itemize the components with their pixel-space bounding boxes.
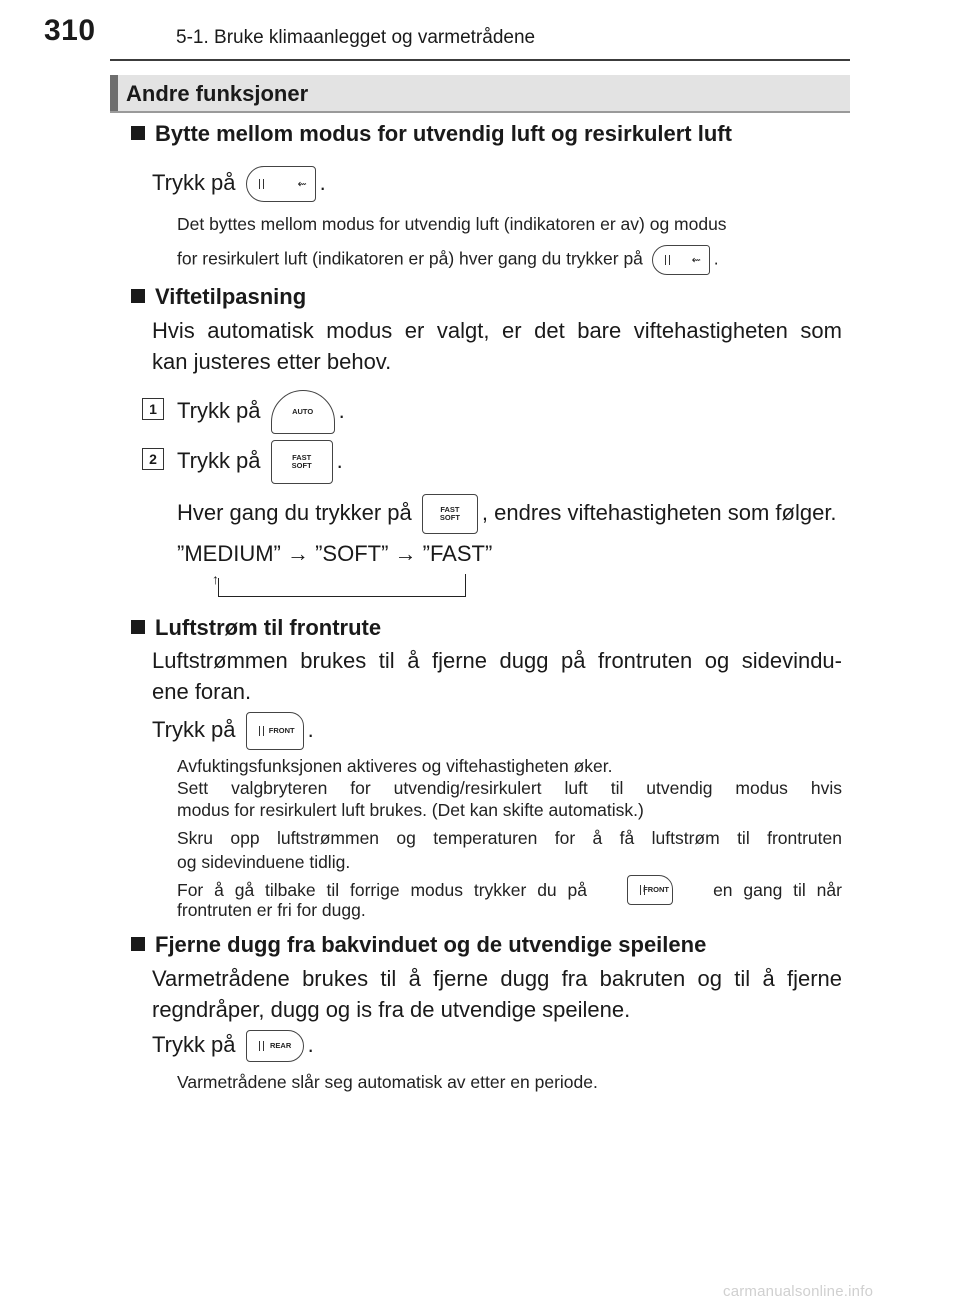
topic-title: Fjerne dugg fra bakvinduet og de utvendige speilene [155, 932, 707, 957]
topic-air-recirculation [131, 121, 732, 147]
s3-note1: Avfuktingsfunksjonen aktiveres og viftehastigheten øker. [177, 756, 613, 776]
press-prefix: Trykk på [152, 1031, 236, 1057]
press-prefix: Trykk på [177, 447, 261, 473]
step-number-2: 2 [142, 448, 164, 470]
press-suffix: . [336, 447, 343, 473]
s1-note-line2 [177, 245, 719, 275]
chapter-heading: 5-1. Bruke klimaanlegget og varmetrådene [176, 27, 536, 48]
s1-press-line [152, 166, 326, 202]
note-prefix: for resirkulert luft (indikatoren er på) hver gang du trykker på [177, 248, 643, 269]
bullet-square-icon [131, 126, 145, 140]
press-suffix: . [319, 169, 326, 195]
fast-soft-label [423, 506, 477, 522]
air-recirculation-button-icon [652, 245, 710, 275]
each-prefix: Hver gang du trykker på [177, 499, 412, 525]
topic-fan-adjustment [131, 284, 306, 310]
s3-body-line1: Luftstrømmen brukes til å fjerne dugg på frontruten og sidevindu- [152, 648, 842, 673]
soft-label: SOFT [291, 461, 312, 470]
rear-label: REAR [270, 1041, 292, 1050]
fast-soft-button-icon [422, 494, 478, 534]
s3-body-line2: ene foran. [152, 679, 252, 704]
topic-title: Bytte mellom modus for utvendig luft og resirkulert luft [155, 121, 732, 146]
s1-note-line1: Det byttes mellom modus for utvendig luft (indikatoren er av) og modus [177, 214, 727, 234]
topic-windshield-airflow [131, 615, 381, 641]
air-recirculation-button-icon [246, 166, 316, 202]
s4-note: Varmetrådene slår seg automatisk av etter en periode. [177, 1072, 598, 1092]
s2-step2-line [177, 440, 343, 484]
step-number-1: 1 [142, 398, 164, 420]
s2-step1-line [177, 390, 345, 434]
topic-title: Luftstrøm til frontrute [155, 615, 382, 640]
press-suffix: . [307, 1031, 314, 1057]
s2-body-line1: Hvis automatisk modus er valgt, er det bare viftehastigheten som [152, 318, 842, 343]
front-label: FRONT [643, 885, 669, 894]
front-defroster-button-icon [246, 712, 304, 750]
press-prefix: Trykk på [152, 169, 236, 195]
s3-note2-line2: modus for resirkulert luft brukes. (Det kan skifte automatisk.) [177, 800, 644, 820]
header-divider [110, 59, 850, 61]
auto-button-icon [271, 390, 335, 434]
bullet-square-icon [131, 937, 145, 951]
rear-defogger-button-icon [246, 1030, 304, 1062]
s2-each-line [177, 494, 837, 534]
fast-label: FAST [292, 453, 312, 462]
bullet-square-icon [131, 620, 145, 634]
fan-speed-cycle: ”MEDIUM” → ”SOFT” → ”FAST” [177, 541, 493, 566]
fast-label: FAST [440, 505, 460, 514]
watermark: carmanualsonline.info [723, 1283, 874, 1300]
topic-title: Viftetilpasning [155, 284, 307, 309]
soft-label: SOFT [439, 513, 460, 522]
press-prefix: Trykk på [177, 397, 261, 423]
auto-label: AUTO [292, 407, 314, 416]
front-defroster-button-icon [627, 875, 673, 905]
indicator-light-icon [665, 255, 670, 265]
page-number: 310 [44, 14, 96, 47]
cycle-arrow-up-icon: ↑ [212, 571, 219, 587]
s3-note4-line2: frontruten er fri for dugg. [177, 900, 366, 920]
cycle-loop-line [218, 578, 219, 596]
s3-note3-line1: Skru opp luftstrømmen og temperaturen for å få luftstrøm til frontruten [177, 828, 842, 848]
fast-soft-button-icon [271, 440, 333, 484]
s4-press-line [152, 1030, 314, 1062]
section-bar-accent [110, 75, 118, 111]
fast-soft-label [272, 454, 332, 470]
cycle-loop-line [465, 574, 466, 597]
each-suffix: , endres viftehastigheten som følger. [481, 499, 837, 525]
s4-body-line2: regndråper, dugg og is fra de utvendige speilene. [152, 997, 631, 1022]
section-title-bar [110, 75, 850, 113]
s3-note3-line2: og sidevinduene tidlig. [177, 852, 351, 872]
s3-note2-line1: Sett valgbryteren for utvendig/resirkulert luft til utvendig modus hvis [177, 778, 842, 798]
front-label: FRONT [268, 726, 295, 735]
press-suffix: . [338, 397, 345, 423]
press-suffix: . [307, 716, 314, 742]
press-prefix: Trykk på [152, 716, 236, 742]
recirculation-arrow-icon: ⇜ [297, 178, 307, 191]
section-title: Andre funksjoner [126, 81, 309, 106]
note-prefix: For å gå tilbake til forrige modus trykker du på [177, 879, 587, 900]
bullet-square-icon [131, 289, 145, 303]
s4-body-line1: Varmetrådene brukes til å fjerne dugg fra bakruten og til å fjerne [152, 966, 842, 991]
topic-rear-defogger [131, 932, 706, 958]
indicator-light-icon [259, 179, 264, 189]
cycle-loop-line [218, 596, 466, 597]
s2-body-line2: kan justeres etter behov. [152, 349, 392, 374]
note-suffix: . [713, 248, 719, 269]
s3-press-line [152, 712, 314, 750]
recirculation-arrow-icon: ⇜ [691, 254, 701, 267]
note-suffix: en gang til når [713, 879, 842, 900]
